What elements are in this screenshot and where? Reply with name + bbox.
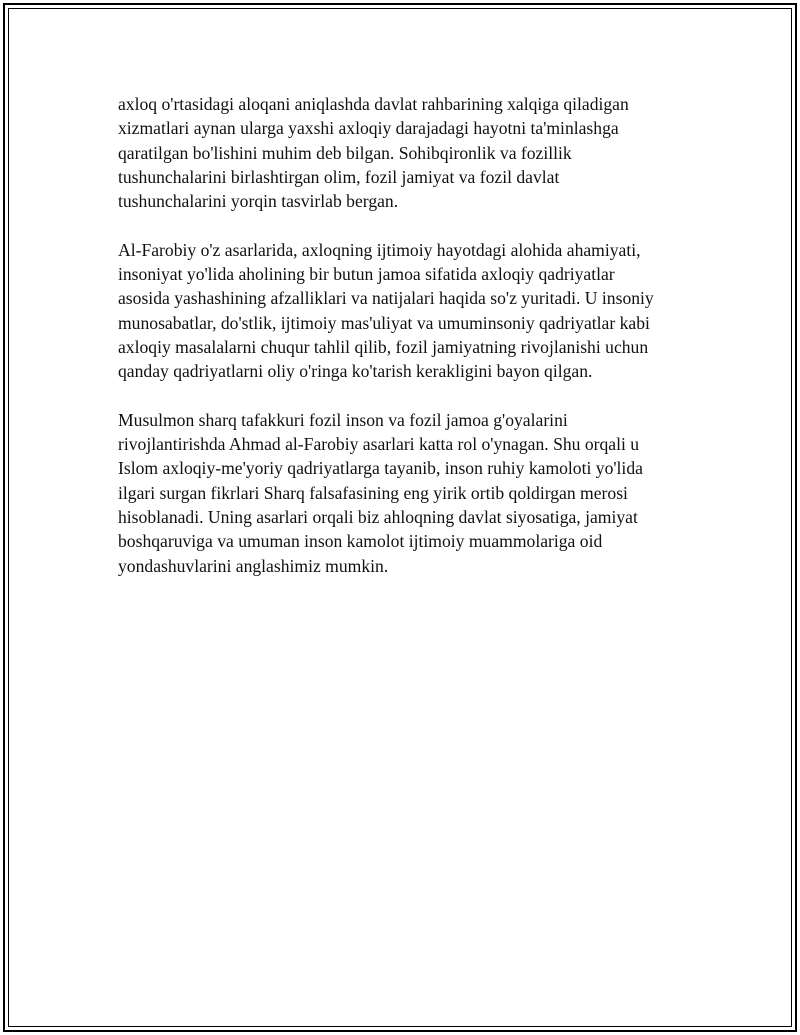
text-line: tushunchalarini birlashtirgan olim, fozil jamiyat va fozil davlat	[118, 166, 560, 187]
text-line: hisoblanadi. Uning asarlari orqali biz ahloqning davlat siyosatiga, jamiyat	[118, 507, 638, 528]
text-line: yondashuvlarini anglashimiz mumkin.	[118, 555, 389, 576]
text-line: xizmatlari aynan ularga yaxshi axloqiy darajadagi hayotni ta'minlashga	[118, 118, 619, 139]
text-line: qanday qadriyatlarni oliy o'ringa ko'tarish kerakligini bayon qilgan.	[118, 361, 593, 382]
paragraph-3	[118, 408, 683, 578]
text-line: ilgari surgan fikrlari Sharq falsafasining eng yirik ortib qoldirgan merosi	[118, 482, 628, 503]
text-line: Islom axloqiy-me'yoriy qadriyatlarga tayanib, inson ruhiy kamoloti yo'lida	[118, 458, 643, 479]
text-line: qaratilgan bo'lishini muhim deb bilgan. Sohibqironlik va fozillik	[118, 142, 572, 163]
document-body	[118, 92, 683, 602]
text-line: Al-Farobiy o'z asarlarida, axloqning ijtimoiy hayotdagi alohida ahamiyati,	[118, 239, 641, 260]
text-line: munosabatlar, do'stlik, ijtimoiy mas'uliyat va umuminsoniy qadriyatlar kabi	[118, 312, 650, 333]
text-line: Musulmon sharq tafakkuri fozil inson va fozil jamoa g'oyalarini	[118, 409, 568, 430]
text-line: tushunchalarini yorqin tasvirlab bergan.	[118, 191, 399, 212]
paragraph-1	[118, 92, 683, 213]
paragraph-2	[118, 238, 683, 384]
text-line: asosida yashashining afzalliklari va natijalari haqida so'z yuritadi. U insoniy	[118, 288, 654, 309]
text-line: axloq o'rtasidagi aloqani aniqlashda davlat rahbarining xalqiga qiladigan	[118, 94, 629, 114]
text-line: boshqaruviga va umuman inson kamolot ijtimoiy muammolariga oid	[118, 531, 603, 552]
text-line: axloqiy masalalarni chuqur tahlil qilib, fozil jamiyatning rivojlanishi uchun	[118, 336, 649, 357]
text-line: insoniyat yo'lida aholining bir butun jamoa sifatida axloqiy qadriyatlar	[118, 264, 615, 285]
text-line: rivojlantirishda Ahmad al-Farobiy asarlari katta rol o'ynagan. Shu orqali u	[118, 434, 640, 455]
